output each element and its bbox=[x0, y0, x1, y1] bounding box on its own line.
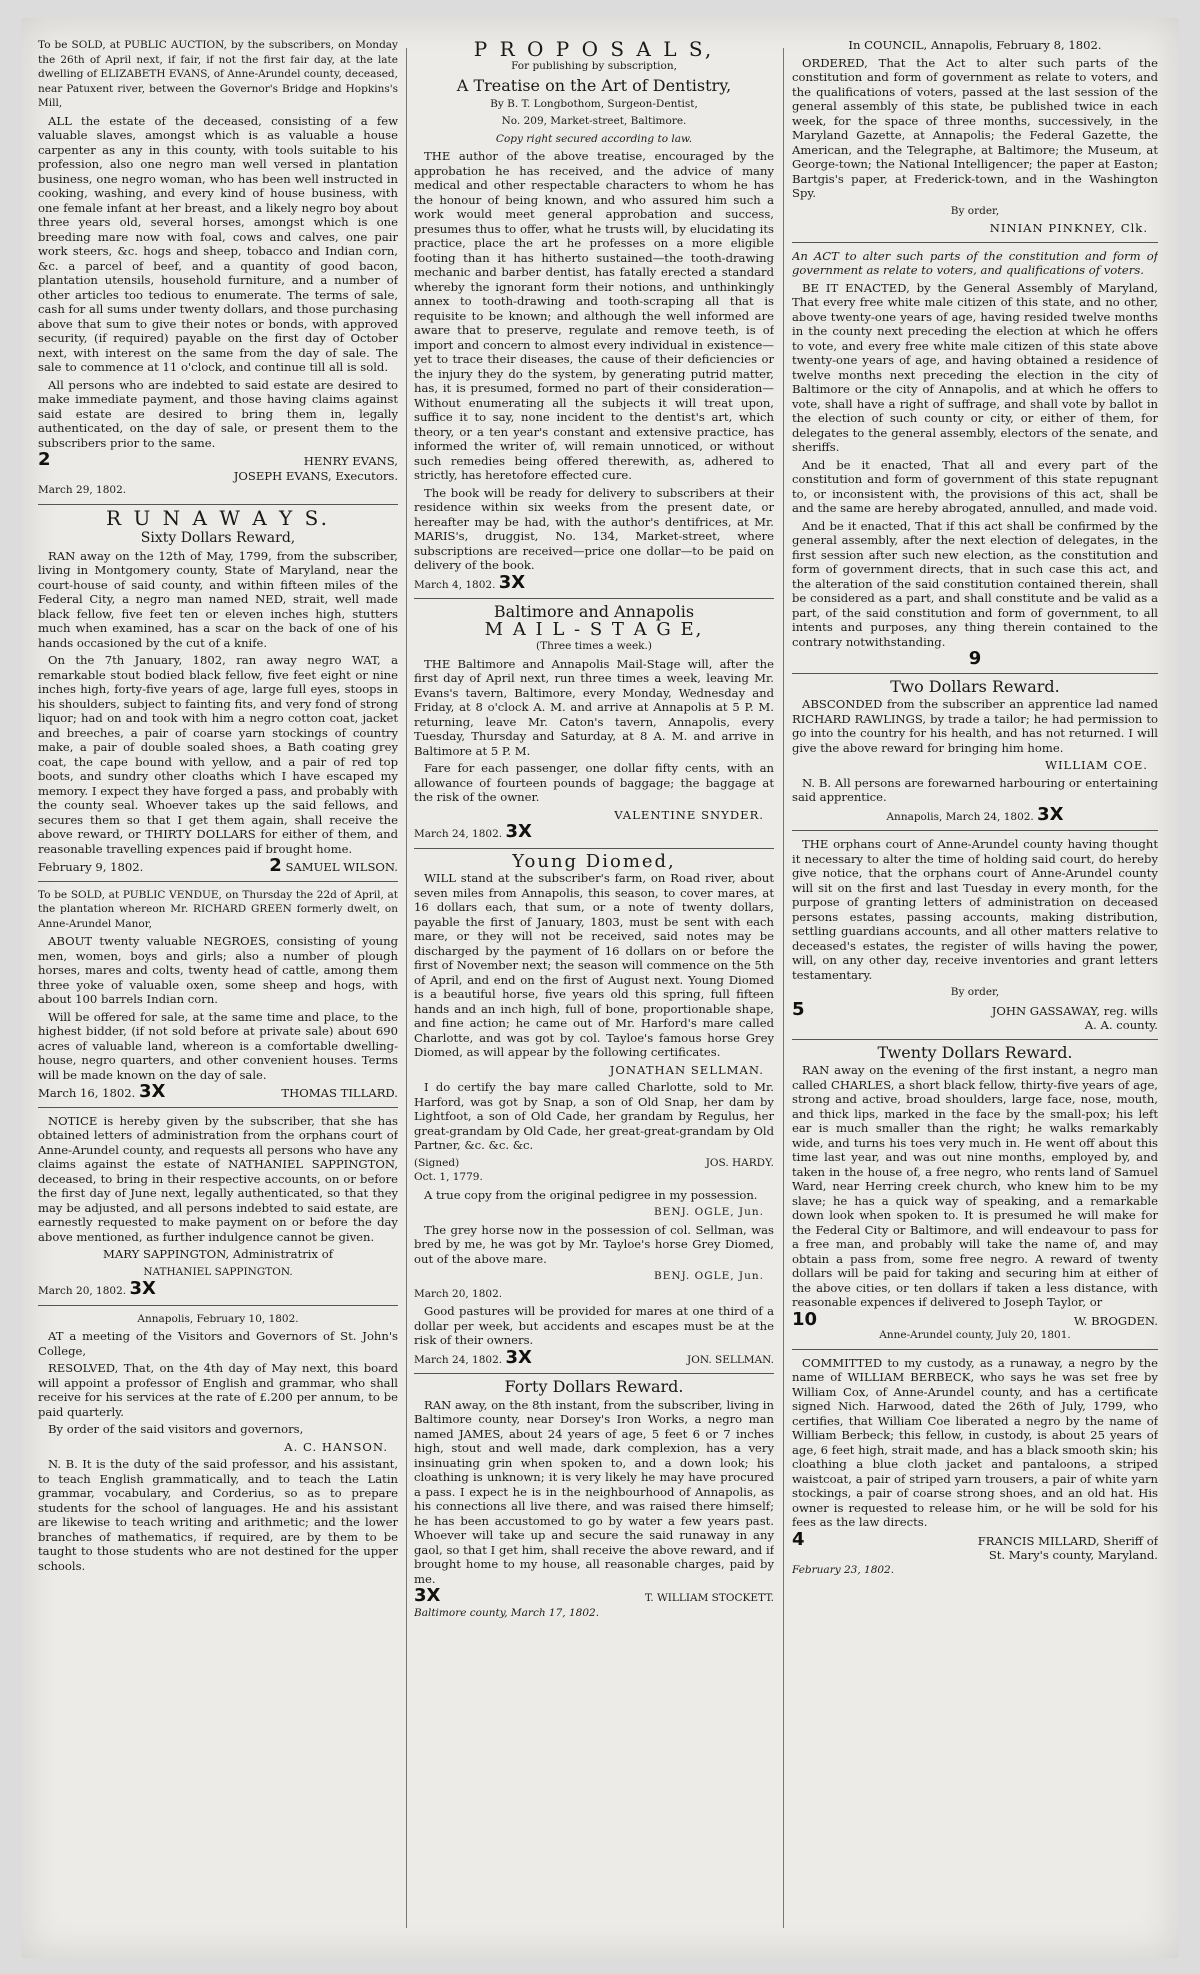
diomed-signed: (Signed) bbox=[414, 1156, 460, 1169]
handwritten-mark: 5 bbox=[792, 998, 805, 1020]
committed-body: COMMITTED to my custody, as a runaway, a negro by the name of WILLIAM BERBECK, who says he was set free by William Cox, of Anne-Arundel county, and has a certificate signed Nich. Harwood, dated the 26th of July, 1799, who certifies, that William Coe liberated a negro by the name of William Berbeck; this fellow, in custody, is about 25 years of age, 6 feet high, strait made, and has a black smooth skin; his cloathing a blue cloth jacket and pantaloons, a striped waistcoat, a pair of striped yarn trousers, a pair of white yarn stockings, a pair of coarse strong shoes, and an old hat. His owner is requested to release him, or he will be sold for his fees as the law directs. bbox=[792, 1355, 1158, 1529]
diomed-notice bbox=[414, 850, 774, 1368]
mail-header-1: Baltimore and Annapolis bbox=[493, 602, 695, 621]
handwritten-mark: 4 bbox=[792, 1528, 805, 1550]
diomed-ogle-2: BENJ. OGLE, Jun. bbox=[653, 1270, 764, 1282]
proposals-copyright: Copy right secured according to law. bbox=[495, 132, 693, 145]
orphans-body: THE orphans court of Anne-Arundel county having thought it necessary to alter the time of holding said court, do hereby give notice, that the orphans court of Anne-Arundel county will sit on the first and last Tuesday in every month, for the purpose of granting letters of administration on deceased persons estates, passing accounts, making distribution, settling guardians accounts, and all other matters relative to deceased's estates, the register of wills having the power, will, on any other day, receive inventories and grant letters testamentary. bbox=[792, 837, 1158, 982]
newspaper-page bbox=[22, 18, 1178, 1958]
divider bbox=[792, 1349, 1158, 1350]
divider bbox=[414, 598, 774, 599]
proposals-sub: For publishing by subscription, bbox=[511, 59, 677, 72]
proposals-body: THE author of the above treatise, encouraged by the approbation he has received, and the advice of many medical and other respectable characters to whom he has the honour of being known, and who assured him such a work would meet general approbation and success, presumes thus to offer, what he trusts will, by elucidating its practice, place the art he professes on a more eligible footing than it has hitherto sustained—the tooth-drawing mechanic and barber dentist, has fatally erected a standard whereby the ignorant form their notions, and unthinkingly annex to tooth-drawing and tooth-scraping all that is requisite to be known; and although the well informed are aware that to preserve, regulate and remove teeth, is of import and concern to almost every individual in existence—yet to trace their diseases, the cause of their deficiencies or the injury they do the system, by generating putrid matter, has, it is presumed, formed no part of their consideration—Without enumerating all the subjects it will treat upon, suffice it to say, none incident to the dentist's art, which theory, or a ten year's constant and extensive practice, has informed the writer of, will remain unnoticed, or without such remedies being offered therewith, as, adhered to strictly, has heretofore effected cure. bbox=[414, 149, 774, 482]
proposals-header: P R O P O S A L S, bbox=[473, 38, 715, 61]
mail-fare: Fare for each passenger, one dollar fifty cents, with an allowance of fourteen pounds of baggage; the baggage at the risk of the owner. bbox=[414, 761, 774, 804]
forty-header: Forty Dollars Reward. bbox=[504, 1377, 684, 1396]
diomed-hardy: JOS. HARDY. bbox=[705, 1156, 774, 1169]
orphans-signature bbox=[792, 998, 1158, 1033]
twenty-signer: W. BROGDEN. bbox=[1073, 1313, 1158, 1328]
orphans-signer: JOHN GASSAWAY, reg. wills bbox=[991, 1003, 1158, 1018]
college-p2: RESOLVED, That, on the 4th day of May next, this board will appoint a professor of English and grammar, who shall receive for his services at the rate of £.200 per annum, to be paid quarterly. bbox=[38, 1361, 398, 1419]
auction-debt-notice: All persons who are indebted to said estate are desired to make immediate payment, and those having claims against said estate are desired to bring them in, legally authenticated, on the day of sale, or present them to the subscribers prior to the same. bbox=[38, 377, 398, 450]
divider bbox=[38, 1305, 398, 1306]
act-p3: And be it enacted, That if this act shall be confirmed by the general assembly, after the next election of delegates, in the first session after such new election, as the constitution and form of government directs, that in such case this act, and the alteration of the said constitution contained therein, shall be considered as a part, and shall constitute and be valid as a part, of the said constitution and form of government, to all intents and purposes, any thing therein contained to the contrary notwithstanding. bbox=[792, 518, 1158, 649]
divider bbox=[792, 673, 1158, 674]
committed-date: February 23, 1802. bbox=[792, 1563, 895, 1576]
runaway-signer: SAMUEL WILSON. bbox=[285, 860, 398, 874]
forty-signer: T. WILLIAM STOCKETT. bbox=[644, 1592, 774, 1604]
vendue-body: ABOUT twenty valuable NEGROES, consisting of young men, women, boys and girls; also a number of plough horses, mares and colts, twenty head of cattle, among them three yoke of valuable oxen, some sheep and hogs, with about 100 barrels Indian corn. bbox=[38, 934, 398, 1006]
forty-date: Baltimore county, March 17, 1802. bbox=[414, 1606, 600, 1619]
column-2 bbox=[414, 38, 774, 1928]
handwritten-mark: 2 bbox=[269, 855, 282, 876]
divider bbox=[38, 881, 398, 882]
two-body: ABSCONDED from the subscriber an apprentice lad named RICHARD RAWLINGS, by trade a tailor; he had permission to go into the country for his health, and has not returned. I will give the above reward for bringing him home. bbox=[792, 697, 1158, 755]
runaway-notice bbox=[38, 505, 398, 876]
runaway-reward-title: Sixty Dollars Reward, bbox=[140, 530, 296, 546]
proposals-date: March 4, 1802. bbox=[414, 578, 496, 591]
proposals-p2: The book will be ready for delivery to subscribers at their residence within six weeks from the present date, or hereafter may be had, with the author's dentifrices, at Mr. MARIS's, druggist, No. 134, Market-street, where subscriptions are received—price one dollar—to be paid on delivery of the book. bbox=[414, 485, 774, 572]
council-order: By order, bbox=[950, 204, 1000, 217]
runaway-p2: On the 7th January, 1802, ran away negro WAT, a remarkable stout bodied black fellow, five feet eight or nine inches high, forty-five years of age, large full eyes, stoops in his shoulders, subject to fainting fits, and very fond of strong liquor; had on and took with him a negro cotton coat, jacket and breeches, a pair of coarse yarn stockings of country make, a pair of double soaled shoes, a Bath coating grey coat, the cape bound with yellow, and a pair of red top boots, and sundry other cloaths which I have escaped my memory. I expect they have forged a pass, and probably with the county seal. Whoever takes up the said fellows, and secures them so that I get them again, shall receive the above reward, or THIRTY DOLLARS for either of them, and reasonable travelling expences paid if brought home. bbox=[38, 653, 398, 856]
handwritten-mark: 3X bbox=[414, 1585, 441, 1606]
divider bbox=[38, 1107, 398, 1108]
twenty-signature bbox=[792, 1308, 1158, 1330]
vendue-p2: Will be offered for sale, at the same time and place, to the highest bidder, (if not sold before at private sale) about 690 acres of valuable land, whereon is a comfortable dwelling-house, negro quarters, and other convenient houses. Terms will be made known on the day of sale. bbox=[38, 1009, 398, 1082]
proposals-title: A Treatise on the Art of Dentistry, bbox=[456, 76, 732, 95]
divider bbox=[414, 848, 774, 849]
act-p1: BE IT ENACTED, by the General Assembly of Maryland, That every free white male citizen of this state, and no other, above twenty-one years of age, having resided twelve months in the county next preceding the election at which he offers to vote, and every free white male citizen of this state above twenty-one years of age, and having obtained a residence of twelve months next preceding the election in the city of Baltimore or the city of Annapolis, and at which he offers to vote, shall have a right of suffrage, and shall vote by ballot in the election of such county or city, or either of them, for delegates to the general assembly, electors of the senate, and sheriffs. bbox=[792, 280, 1158, 454]
diomed-copy: A true copy from the original pedigree in my possession. bbox=[424, 1187, 758, 1202]
divider bbox=[792, 1039, 1158, 1040]
two-date: Annapolis, March 24, 1802. bbox=[886, 810, 1034, 823]
handwritten-mark: 3X bbox=[138, 1081, 166, 1102]
college-nb: N. B. It is the duty of the said professor, and his assistant, to teach English grammatically, and to teach the Latin grammar, vocabulary, and Corderius, so as to prepare students for the school of languages. He and his assistant are likewise to teach writing and arithmetic; and the lower branches of mathematics, if required, are by them to be taught to those students who are not destined for the upper schools. bbox=[38, 1457, 398, 1573]
twenty-date: Anne-Arundel county, July 20, 1801. bbox=[879, 1329, 1071, 1341]
handwritten-mark: 3X bbox=[505, 821, 532, 842]
diomed-certificate: I do certify the bay mare called Charlotte, sold to Mr. Harford, was got by Snap, a son of Old Snap, her dam by Lightfoot, a son of Old Cade, her grandam by Regulus, her great-grandam by Old Cade, her great-great-grandam by Old Partner, &c. &c. &c. bbox=[414, 1080, 774, 1152]
mail-date: March 24, 1802. bbox=[414, 828, 503, 840]
council-notice bbox=[792, 38, 1158, 236]
notice-signer-2: NATHANIEL SAPPINGTON. bbox=[143, 1265, 293, 1278]
sappington-notice bbox=[38, 1114, 398, 1299]
vendue-signature bbox=[38, 1081, 398, 1102]
proposals-author: By B. T. Longbothom, Surgeon-Dentist, bbox=[490, 97, 698, 110]
column-1 bbox=[38, 38, 398, 1928]
council-dateline: In COUNCIL, Annapolis, February 8, 1802. bbox=[848, 38, 1102, 52]
notice-date: March 20, 1802. bbox=[38, 1285, 127, 1297]
handwritten-mark: 9 bbox=[968, 648, 982, 669]
notice-body: NOTICE is hereby given by the subscriber, that she has obtained letters of administration from the orphans court of Anne-Arundel county, and requests all persons who have any claims against the estate of NATHANIEL SAPPINGTON, deceased, to bring in their respective accounts, on or before the first day of June next, legally authenticated, so that they may be adjusted, and all persons indebted to said estate, are earnestly requested to make payment on or before the day above mentioned, as further indulgence cannot be given. bbox=[38, 1113, 398, 1244]
diomed-oct-date: Oct. 1, 1779. bbox=[414, 1171, 483, 1183]
divider bbox=[792, 830, 1158, 831]
college-p1: AT a meeting of the Visitors and Governors of St. John's College, bbox=[38, 1329, 398, 1358]
act-p2: And be it enacted, That all and every part of the constitution and form of government of this state repugnant to, or inconsistent with, the provisions of this act, shall be and the same are hereby abrogated, annulled, and made void. bbox=[792, 457, 1158, 515]
auction-notice bbox=[38, 38, 398, 498]
divider bbox=[38, 504, 398, 505]
auction-intro: To be SOLD, at PUBLIC AUCTION, by the subscribers, on Monday the 26th of April next, if fair, if not the first fair day, at the late dwelling of ELIZABETH EVANS, of Anne-Arundel county, deceased, near Patuxent river, between the Governor's Bridge and Hopkins's Mill, bbox=[38, 39, 398, 109]
divider bbox=[414, 1373, 774, 1374]
proposals-address: No. 209, Market-street, Baltimore. bbox=[501, 115, 687, 127]
committed-signer: FRANCIS MILLARD, Sheriff of bbox=[977, 1533, 1158, 1548]
auction-body: ALL the estate of the deceased, consisting of a few valuable slaves, amongst which is as valuable a house carpenter as any in this county, with tools suitable to his profession, also one negro man well versed in plantation business, one negro woman, who has been well instructed in cooking, washing, and every kind of house business, with one female infant at her breast, and a likely negro boy about three years old, several horses, amongst which is one breeding mare now with foal, cows and calves, one pair work steers, &c. hogs and sheep, tobacco and Indian corn, &c. a parcel of beef, and a quantity of good bacon, plantation utensils, household furniture, and a number of other articles too tedious to enumerate. The terms of sale, cash for all sums under twenty dollars, and those purchasing above that sum to give their notes or bonds, with approved security, (if required) payable on the first day of October next, with interest on the same from the day of sale. The sale to commence at 11 o'clock, and continue till all is sold. bbox=[38, 113, 398, 374]
runaway-signature bbox=[38, 855, 398, 876]
handwritten-mark: 3X bbox=[129, 1278, 156, 1299]
orphans-signer-2: A. A. county. bbox=[1084, 1018, 1158, 1032]
column-rule bbox=[783, 48, 784, 1928]
forty-signature bbox=[414, 1585, 774, 1606]
diomed-grey: The grey horse now in the possession of col. Sellman, was bred by me, he was got by Mr. Tayloe's horse Grey Diomed, out of the above mare. bbox=[414, 1222, 774, 1266]
diomed-pastures: Good pastures will be provided for mares at one third of a dollar per week, but accidents and escapes must be at the risk of their owners. bbox=[414, 1304, 774, 1347]
auction-signature bbox=[38, 449, 398, 483]
signer-joseph: JOSEPH EVANS, bbox=[233, 468, 332, 483]
forty-dollars-notice bbox=[414, 1377, 774, 1620]
proposals-notice bbox=[414, 38, 774, 593]
diomed-signer-2: JON. SELLMAN. bbox=[687, 1353, 774, 1366]
handwritten-mark: 3X bbox=[1037, 803, 1064, 825]
runaway-p1: RAN away on the 12th of May, 1799, from the subscriber, living in Montgomery county, State of Maryland, near the court-house of said county, and within fifteen miles of the Federal City, a negro man named NED, strait, well made black fellow, five feet ten or eleven inches high, stutters much when examined, has a scar on the back of one of his hands occasioned by the cut of a knife. bbox=[38, 548, 398, 650]
voters-act bbox=[792, 249, 1158, 667]
runaway-date: February 9, 1802. bbox=[38, 860, 144, 874]
diomed-cert-signature bbox=[414, 1156, 774, 1171]
diomed-body: WILL stand at the subscriber's farm, on Road river, about seven miles from Annapolis, this season, to cover mares, at 16 dollars each, that sum, or a note of twenty dollars, payable the first of January, 1803, must be sent with each mare, or they will not be received, said notes may be discharged by the payment of 16 dollars on or before the first of November next; the season will commence on the 5th of April, and end on the first of August next. Young Diomed is a beautiful horse, five years old this spring, full fifteen hands and an inch high, full of bone, proportionable shape, and fine action; he came out of Mr. Harford's mare called Charlotte, and was got by col. Tayloe's famous horse Grey Diomed, as will appear by the following certificates. bbox=[414, 871, 774, 1059]
signer-role: Executors. bbox=[335, 468, 398, 483]
runaways-header: R U N A W A Y S. bbox=[106, 505, 330, 530]
vendue-notice bbox=[38, 888, 398, 1101]
column-rule bbox=[406, 48, 407, 1928]
council-body: ORDERED, That the Act to alter such parts of the constitution and form of government as relate to voters, and the qualifications of voters, passed at the last session of the general assembly of this state, be published twice in each week, for the space of three months, successively, in the Maryland Gazette, at Annapolis; the Federal Gazette, the American, and the Telegraphe, at Baltimore; the Museum, at George-town; the National Intelligencer; the paper at Easton; Bartgis's paper, at Frederick-town, and in the Washington Spy. bbox=[792, 55, 1158, 200]
committed-signer-2: St. Mary's county, Maryland. bbox=[988, 1548, 1158, 1562]
twenty-body: RAN away on the evening of the first instant, a negro man called CHARLES, a short black fellow, thirty-five years of age, strong and active, broad shoulders, large face, nose, mouth, and thick lips, marked in the face by the small-pox; his left ear is much smaller than the right; he walks remarkably wide, and turns his toes very much in. He went off about this time last year, and was out nine months, employed by, and taken in the house of, a free negro, who rents land of Samuel Ward, near Herring creek church, who knew him to be my slave; he has a quick way of speaking, and a remarkable down look when spoken to. It is presumed he will make for the Federal City or Baltimore, and will endeavour to pass for a free man, and probably will take the name of, and may obtain a pass from, some free negro. A reward of twenty dollars will be paid for taking and securing him at either of the above cities, or ten dollars if taken a less distance, with reasonable expences if delivered to Joseph Taylor, or bbox=[792, 1063, 1158, 1309]
council-signer: NINIAN PINKNEY, Clk. bbox=[989, 221, 1148, 235]
two-nb: N. B. All persons are forewarned harbouring or entertaining said apprentice. bbox=[792, 775, 1158, 804]
two-signer: WILLIAM COE. bbox=[1045, 758, 1148, 772]
handwritten-mark: 3X bbox=[505, 1346, 532, 1368]
mail-signer: VALENTINE SNYDER. bbox=[614, 807, 764, 822]
college-notice bbox=[38, 1312, 398, 1574]
divider bbox=[792, 242, 1158, 243]
diomed-final-signature bbox=[414, 1346, 774, 1368]
vendue-signer: THOMAS TILLARD. bbox=[281, 1086, 398, 1100]
twenty-dollars-notice bbox=[792, 1042, 1158, 1343]
diomed-date-1: March 20, 1802. bbox=[414, 1287, 503, 1300]
diomed-header: Young Diomed, bbox=[512, 850, 676, 872]
vendue-intro: To be SOLD, at PUBLIC VENDUE, on Thursday the 22d of April, at the plantation whereon Mr. RICHARD GREEN formerly dwelt, on Anne-Arundel Manor, bbox=[38, 888, 398, 930]
college-signer: A. C. HANSON. bbox=[284, 1439, 388, 1454]
act-title: An ACT to alter such parts of the constitution and form of government as relate to voters, and qualifications of voters. bbox=[792, 248, 1158, 277]
college-p3: By order of the said visitors and governors, bbox=[48, 1422, 304, 1436]
vendue-date: March 16, 1802. bbox=[38, 1086, 136, 1100]
handwritten-mark: 2 bbox=[38, 449, 51, 470]
mail-stage-notice bbox=[414, 602, 774, 842]
auction-date: March 29, 1802. bbox=[38, 484, 127, 496]
twenty-header: Twenty Dollars Reward. bbox=[877, 1042, 1073, 1062]
two-header: Two Dollars Reward. bbox=[890, 676, 1060, 696]
mail-header-2: M A I L - S T A G E, bbox=[484, 618, 704, 640]
handwritten-mark: 3X bbox=[498, 571, 526, 593]
notice-signer: MARY SAPPINGTON, Administratrix of bbox=[102, 1247, 333, 1261]
orphans-order: By order, bbox=[950, 986, 1000, 998]
committed-signature bbox=[792, 1528, 1158, 1563]
mail-sub: (Three times a week.) bbox=[536, 640, 652, 652]
column-3 bbox=[792, 38, 1158, 1928]
committed-notice bbox=[792, 1356, 1158, 1578]
mail-body: THE Baltimore and Annapolis Mail-Stage will, after the first day of April next, run three times a week, leaving Mr. Evans's tavern, Baltimore, every Monday, Wednesday and Friday, at 8 o'clock A. M. and arrive at Annapolis at 5 P. M. returning, leave Mr. Caton's tavern, Annapolis, every Tuesday, Thursday and Saturday, at 8 A. M. and arrive in Baltimore at 5 P. M. bbox=[414, 656, 774, 758]
forty-body: RAN away, on the 8th instant, from the subscriber, living in Baltimore county, near Dorsey's Iron Works, a negro man named JAMES, about 24 years of age, 5 feet 6 or 7 inches high, stout and well made, dark complexion, has a very insinuating grin when spoken to, and a down look; his cloathing is unknown; it is very likely he may have procured a pass. I expect he is in the neighbourhood of Annapolis, as his connections all live there, and was raised there himself; he has been accustomed to go by water a few years past. Whoever will take up and secure the said runaway in any gaol, so that I get him, shall receive the above reward, and if brought home to my house, all reasonable charges, paid by me. bbox=[414, 1397, 774, 1586]
diomed-signer: JONATHAN SELLMAN. bbox=[609, 1062, 764, 1077]
two-dollars-notice bbox=[792, 676, 1158, 825]
college-dateline: Annapolis, February 10, 1802. bbox=[137, 1312, 299, 1325]
handwritten-mark: 10 bbox=[792, 1308, 818, 1330]
diomed-date: March 24, 1802. bbox=[414, 1353, 503, 1366]
orphans-court-notice bbox=[792, 837, 1158, 1033]
signer-henry: HENRY EVANS, bbox=[303, 454, 398, 468]
diomed-ogle: BENJ. OGLE, Jun. bbox=[653, 1206, 764, 1218]
